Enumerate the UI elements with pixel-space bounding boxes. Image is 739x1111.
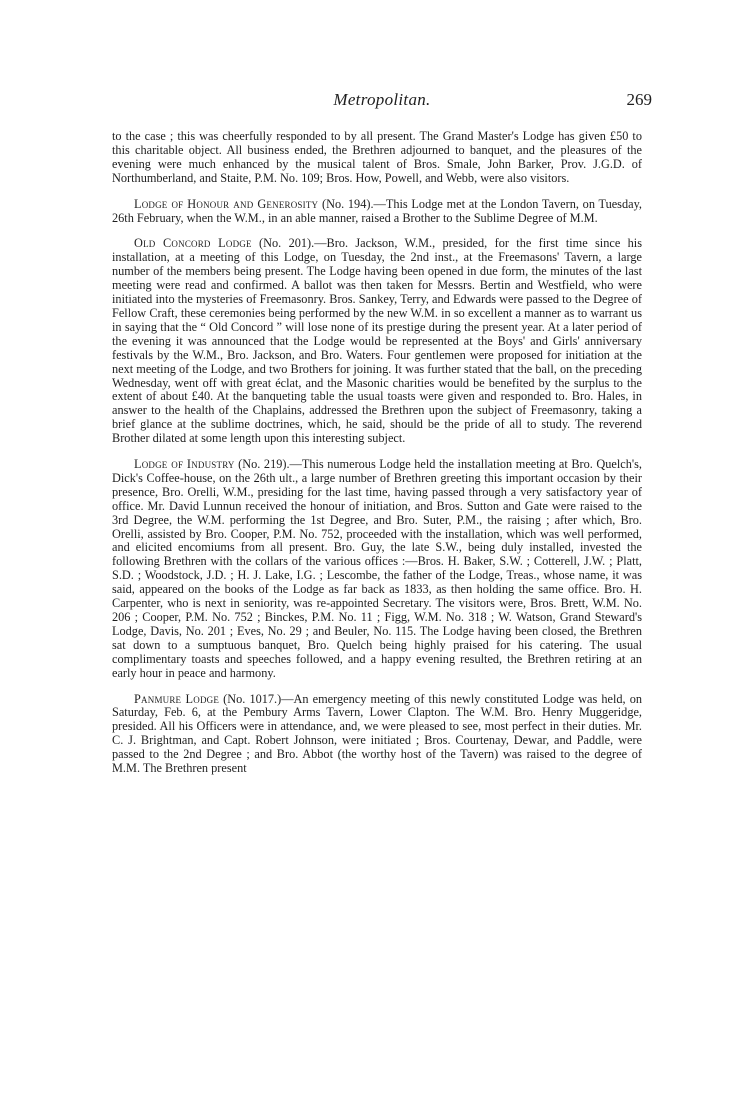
lodge-name: Panmure Lodge <box>134 691 220 706</box>
lodge-name: Lodge of Industry <box>134 457 235 472</box>
paragraph-panmure-lodge <box>112 693 642 776</box>
paragraph-text: (No. 1017.)—An emergency meeting of this newly constituted Lodge was held, on Saturday, Feb. 6, at the Pembury Arms Tavern, Lower Clapton. The W.M. Bro. Henry Muggeridge, presided. All his Officers were in attendance, and, we were pleased to see, most perfect in their duties. Mr. C. J. Brightman, and Capt. Robert Johnson, were initiated ; Bros. Courtenay, Dewar, and Paddle, were passed to the 2nd Degree ; and Bro. Abbot (the worthy host of the Tavern) was raised to the degree of M.M. The Brethren present <box>112 691 643 776</box>
paragraph-lodge-of-industry <box>112 458 642 681</box>
paragraph-text: to the case ; this was cheerfully responded to by all present. The Grand Master's Lodge has given £50 to this charitable object. All business ended, the Brethren adjourned to banquet, and the pleasures of the evening were much enhanced by the musical talent of Bros. Smale, John Barker, Prov. J.G.D. of Northumberland, and Staite, P.M. No. 109; Bros. How, Powell, and Webb, were also visitors. <box>112 129 642 185</box>
paragraph-lodge-of-honour <box>112 198 642 226</box>
paragraph-continuation <box>112 130 642 186</box>
paragraph-old-concord-lodge <box>112 237 642 446</box>
page-header <box>112 90 652 114</box>
lodge-name: Old Concord Lodge <box>134 236 252 251</box>
paragraph-text: (No. 219).—This numerous Lodge held the installation meeting at Bro. Quelch's, Dick's Coffee-house, on the 26th ult., a large number of Brethren greeting this important occasion by their presence, Bro. Orelli, W.M., presiding for the last time, having passed through a very satisfactory year of office. Mr. David Lunnun received the honour of initiation, and Bros. Sutton and Gate were raised to the 3rd Degree, the W.M. performing the 1st Degree, and Bro. Suter, P.M., the raising ; after which, Bro. Orelli, assisted by Bro. Cooper, P.M. No. 752, proceeded with the installation, which was well performed, and elicited encomiums from all present. Bro. Guy, the late S.W., being duly installed, invested the following Brethren with the collars of the various offices :—Bros. H. Baker, S.W. ; Cotterell, J.W. ; Platt, S.D. ; Woodstock, J.D. ; H. J. Lake, I.G. ; Lescombe, the father of the Lodge, Treas., whose name, it was said, appeared on the books of the Lodge as far back as 1833, as then holding the same office. Bro. H. Carpenter, who is next in seniority, was re-appointed Secretary. The visitors were, Bros. Brett, W.M. No. 206 ; Cooper, P.M. No. 752 ; Binckes, P.M. No. 11 ; Figg, W.M. No. 318 ; W. Watson, Grand Steward's Lodge, Davis, No. 201 ; Eves, No. 29 ; and Beuler, No. 115. The Lodge having been closed, the Brethren sat down to a sumptuous banquet, Bro. Quelch being highly praised for his catering. The usual complimentary toasts and speeches followed, and a happy evening resulted, the Brethren retiring at an early hour in peace and harmony. <box>112 457 642 680</box>
paragraph-text: (No. 201).—Bro. Jackson, W.M., presided, for the first time since his installation, at a meeting of this Lodge, on Tuesday, the 2nd inst., at the Freemasons' Tavern, a large number of the members being present. The Lodge having been opened in due form, the minutes of the last meeting were read and confirmed. A ballot was then taken for Messrs. Bertin and Westfield, who were initiated into the mysteries of Freemasonry. Bros. Sankey, Terry, and Edwards were passed to the Degree of Fellow Craft, these ceremonies being performed by the new W.M. in so excellent a manner as to warrant us in saying that the “ Old Concord ” will lose none of its prestige during the present year. At a later period of the evening it was announced that the Lodge would be represented at the Boys' and Girls' anniversary festivals by the W.M., Bro. Jackson, and Bro. Waters. Four gentlemen were proposed for initiation at the next meeting of the Lodge, and two Brothers for joining. It was further stated that the ball, on the preceding Wednesday, went off with great éclat, and the Masonic charities would be benefited by the surplus to the extent of about £40. At the banqueting table the usual toasts were given and responded to. Bro. Hales, in answer to the health of the Chaplains, addressed the Brethren upon the subject of Freemasonry, taking a brief glance at the sublime doctrines, which, he said, should be the pride of all to study. The reverend Brother dilated at some length upon this interesting subject. <box>112 236 642 446</box>
lodge-name: Lodge of Honour and Generosity <box>134 196 319 211</box>
paragraph-text: (No. 194).—This Lodge met at the London Tavern, on Tuesday, 26th February, when the W.M., in an able manner, raised a Brother to the Sublime Degree of M.M. <box>112 196 642 225</box>
page-number: 269 <box>626 90 652 109</box>
running-title: Metropolitan. <box>333 90 431 109</box>
article-body <box>112 130 642 776</box>
